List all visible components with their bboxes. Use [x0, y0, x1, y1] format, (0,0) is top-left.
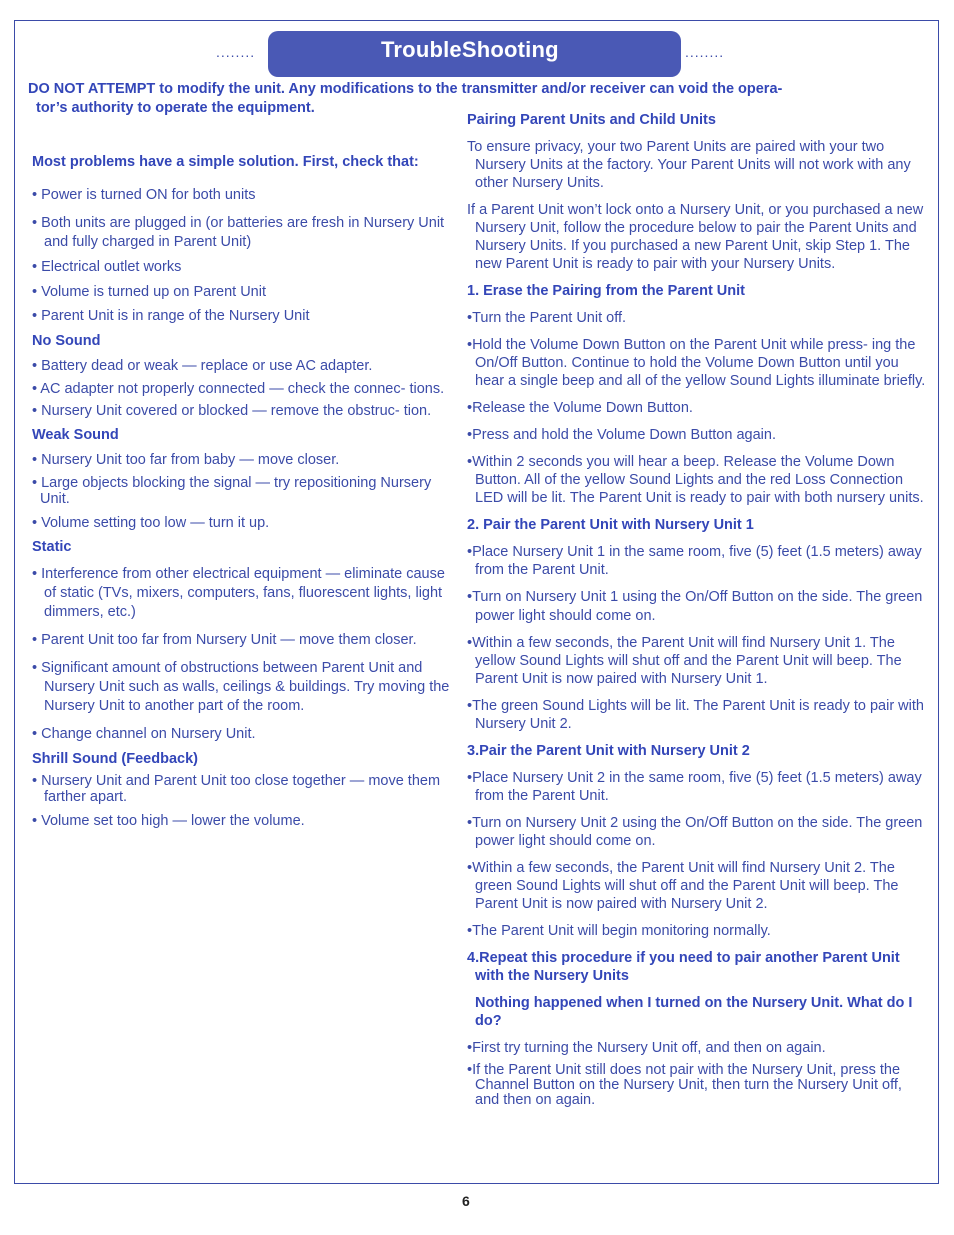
- page-number: 6: [462, 1193, 470, 1209]
- no-sound-heading: No Sound: [32, 333, 101, 349]
- step-3-item: •Turn on Nursery Unit 2 using the On/Off Button on the side. The green power light should come on.: [467, 815, 923, 849]
- weak-sound-item: • Nursery Unit too far from baby — move closer.: [32, 452, 340, 468]
- left-column: [32, 153, 454, 830]
- step-4-item: •If the Parent Unit still does not pair with the Nursery Unit, press the Channel Button on the Nursery Unit, then turn the Nursery Unit off, and then on again.: [467, 1062, 902, 1108]
- weak-sound-item: • Large objects blocking the signal — try repositioning Nursery Unit.: [32, 475, 432, 507]
- title-dots-right: ........: [685, 44, 725, 60]
- right-column: [467, 111, 929, 1108]
- check-item: • Volume is turned up on Parent Unit: [32, 284, 266, 300]
- pairing-heading: Pairing Parent Units and Child Units: [467, 112, 716, 128]
- step-3-heading: 3.Pair the Parent Unit with Nursery Unit 2: [467, 743, 750, 759]
- checks-intro: Most problems have a simple solution. First, check that:: [32, 154, 419, 170]
- check-item: • Power is turned ON for both units: [32, 187, 256, 203]
- no-sound-item: • AC adapter not properly connected — check the connec- tions.: [32, 381, 445, 397]
- step-1-item: •Release the Volume Down Button.: [467, 400, 693, 416]
- step-1-item: •Hold the Volume Down Button on the Parent Unit while press- ing the On/Off Button. Continue to hold the Volume Down Button until you hear a single beep and all of the yellow Sound Lights illuminate briefly.: [467, 337, 926, 389]
- step-2-heading: 2. Pair the Parent Unit with Nursery Unit 1: [467, 517, 754, 533]
- static-item: • Significant amount of obstructions between Parent Unit and Nursery Unit such as walls, ceilings & buildings. Try moving the Nursery Unit to another part of the room.: [32, 660, 450, 714]
- no-sound-item: • Battery dead or weak — replace or use AC adapter.: [32, 358, 373, 374]
- step-4-item: •First try turning the Nursery Unit off, and then on again.: [467, 1040, 826, 1056]
- page-title: TroubleShooting: [381, 37, 559, 62]
- step-2-item: •Turn on Nursery Unit 1 using the On/Off Button on the side. The green power light should come on.: [467, 589, 923, 624]
- shrill-item: • Nursery Unit and Parent Unit too close together — move them farther apart.: [32, 773, 441, 805]
- step-1-heading: 1. Erase the Pairing from the Parent Unit: [467, 283, 745, 299]
- warning-line-1: DO NOT ATTEMPT to modify the unit. Any modifications to the transmitter and/or receiver can void the opera-: [28, 81, 783, 97]
- pairing-intro: To ensure privacy, your two Parent Units are paired with your two Nursery Units at the factory. Your Parent Units will not work with any other Nursery Units.: [467, 139, 911, 191]
- warning-line-2: tor’s authority to operate the equipment.: [36, 100, 315, 116]
- step-1-item: •Within 2 seconds you will hear a beep. Release the Volume Down Button. All of the yellow Sound Lights and the red Loss Connection LED will be lit. The Parent Unit is ready to pair with both nursery units.: [467, 454, 924, 506]
- step-3-item: •Place Nursery Unit 2 in the same room, five (5) feet (1.5 meters) away from the Parent Unit.: [467, 770, 922, 804]
- step-2-item: •Place Nursery Unit 1 in the same room, five (5) feet (1.5 meters) away from the Parent Unit.: [467, 544, 922, 578]
- shrill-heading: Shrill Sound (Feedback): [32, 751, 198, 767]
- static-item: • Interference from other electrical equipment — eliminate cause of static (TVs, mixers, computers, fans, fluorescent lights, light dimmers, etc.): [32, 566, 445, 620]
- step-3-item: •Within a few seconds, the Parent Unit will find Nursery Unit 2. The green Sound Lights will shut off and the Parent Unit will beep. The Parent Unit is now paired with Nursery Unit 2.: [467, 860, 899, 912]
- weak-sound-heading: Weak Sound: [32, 427, 119, 443]
- troubleshooting-question: Nothing happened when I turned on the Nursery Unit. What do I do?: [475, 995, 913, 1029]
- step-3-item: •The Parent Unit will begin monitoring normally.: [467, 923, 771, 939]
- weak-sound-item: • Volume setting too low — turn it up.: [32, 515, 270, 531]
- check-item: • Parent Unit is in range of the Nursery Unit: [32, 308, 310, 324]
- step-1-item: •Turn the Parent Unit off.: [467, 310, 627, 326]
- title-dots-left: ........: [216, 44, 256, 60]
- check-item: • Electrical outlet works: [32, 259, 182, 275]
- step-4-heading: 4.Repeat this procedure if you need to pair another Parent Unit with the Nursery Units: [467, 950, 900, 984]
- static-item: • Parent Unit too far from Nursery Unit — move them closer.: [32, 632, 417, 648]
- step-2-item: •Within a few seconds, the Parent Unit will find Nursery Unit 1. The yellow Sound Lights will shut off and the Parent Unit will beep. The Parent Unit is now paired with Nursery Unit 1.: [467, 635, 902, 687]
- check-item: • Both units are plugged in (or batteries are fresh in Nursery Unit and fully charged in Parent Unit): [32, 215, 445, 250]
- step-2-item: •The green Sound Lights will be lit. The Parent Unit is ready to pair with Nursery Unit 2.: [467, 698, 924, 732]
- no-sound-item: • Nursery Unit covered or blocked — remove the obstruc- tion.: [32, 403, 432, 419]
- step-1-item: •Press and hold the Volume Down Button again.: [467, 427, 776, 443]
- static-item: • Change channel on Nursery Unit.: [32, 726, 256, 742]
- shrill-item: • Volume set too high — lower the volume.: [32, 813, 305, 829]
- pairing-instructions: If a Parent Unit won’t lock onto a Nursery Unit, or you purchased a new Nursery Unit, follow the procedure below to pair the Parent Units and Nursery Units. If you purchased a new Parent Unit, skip Step 1. The new Parent Unit is ready to pair with your Nursery Units.: [467, 202, 924, 272]
- static-heading: Static: [32, 539, 72, 555]
